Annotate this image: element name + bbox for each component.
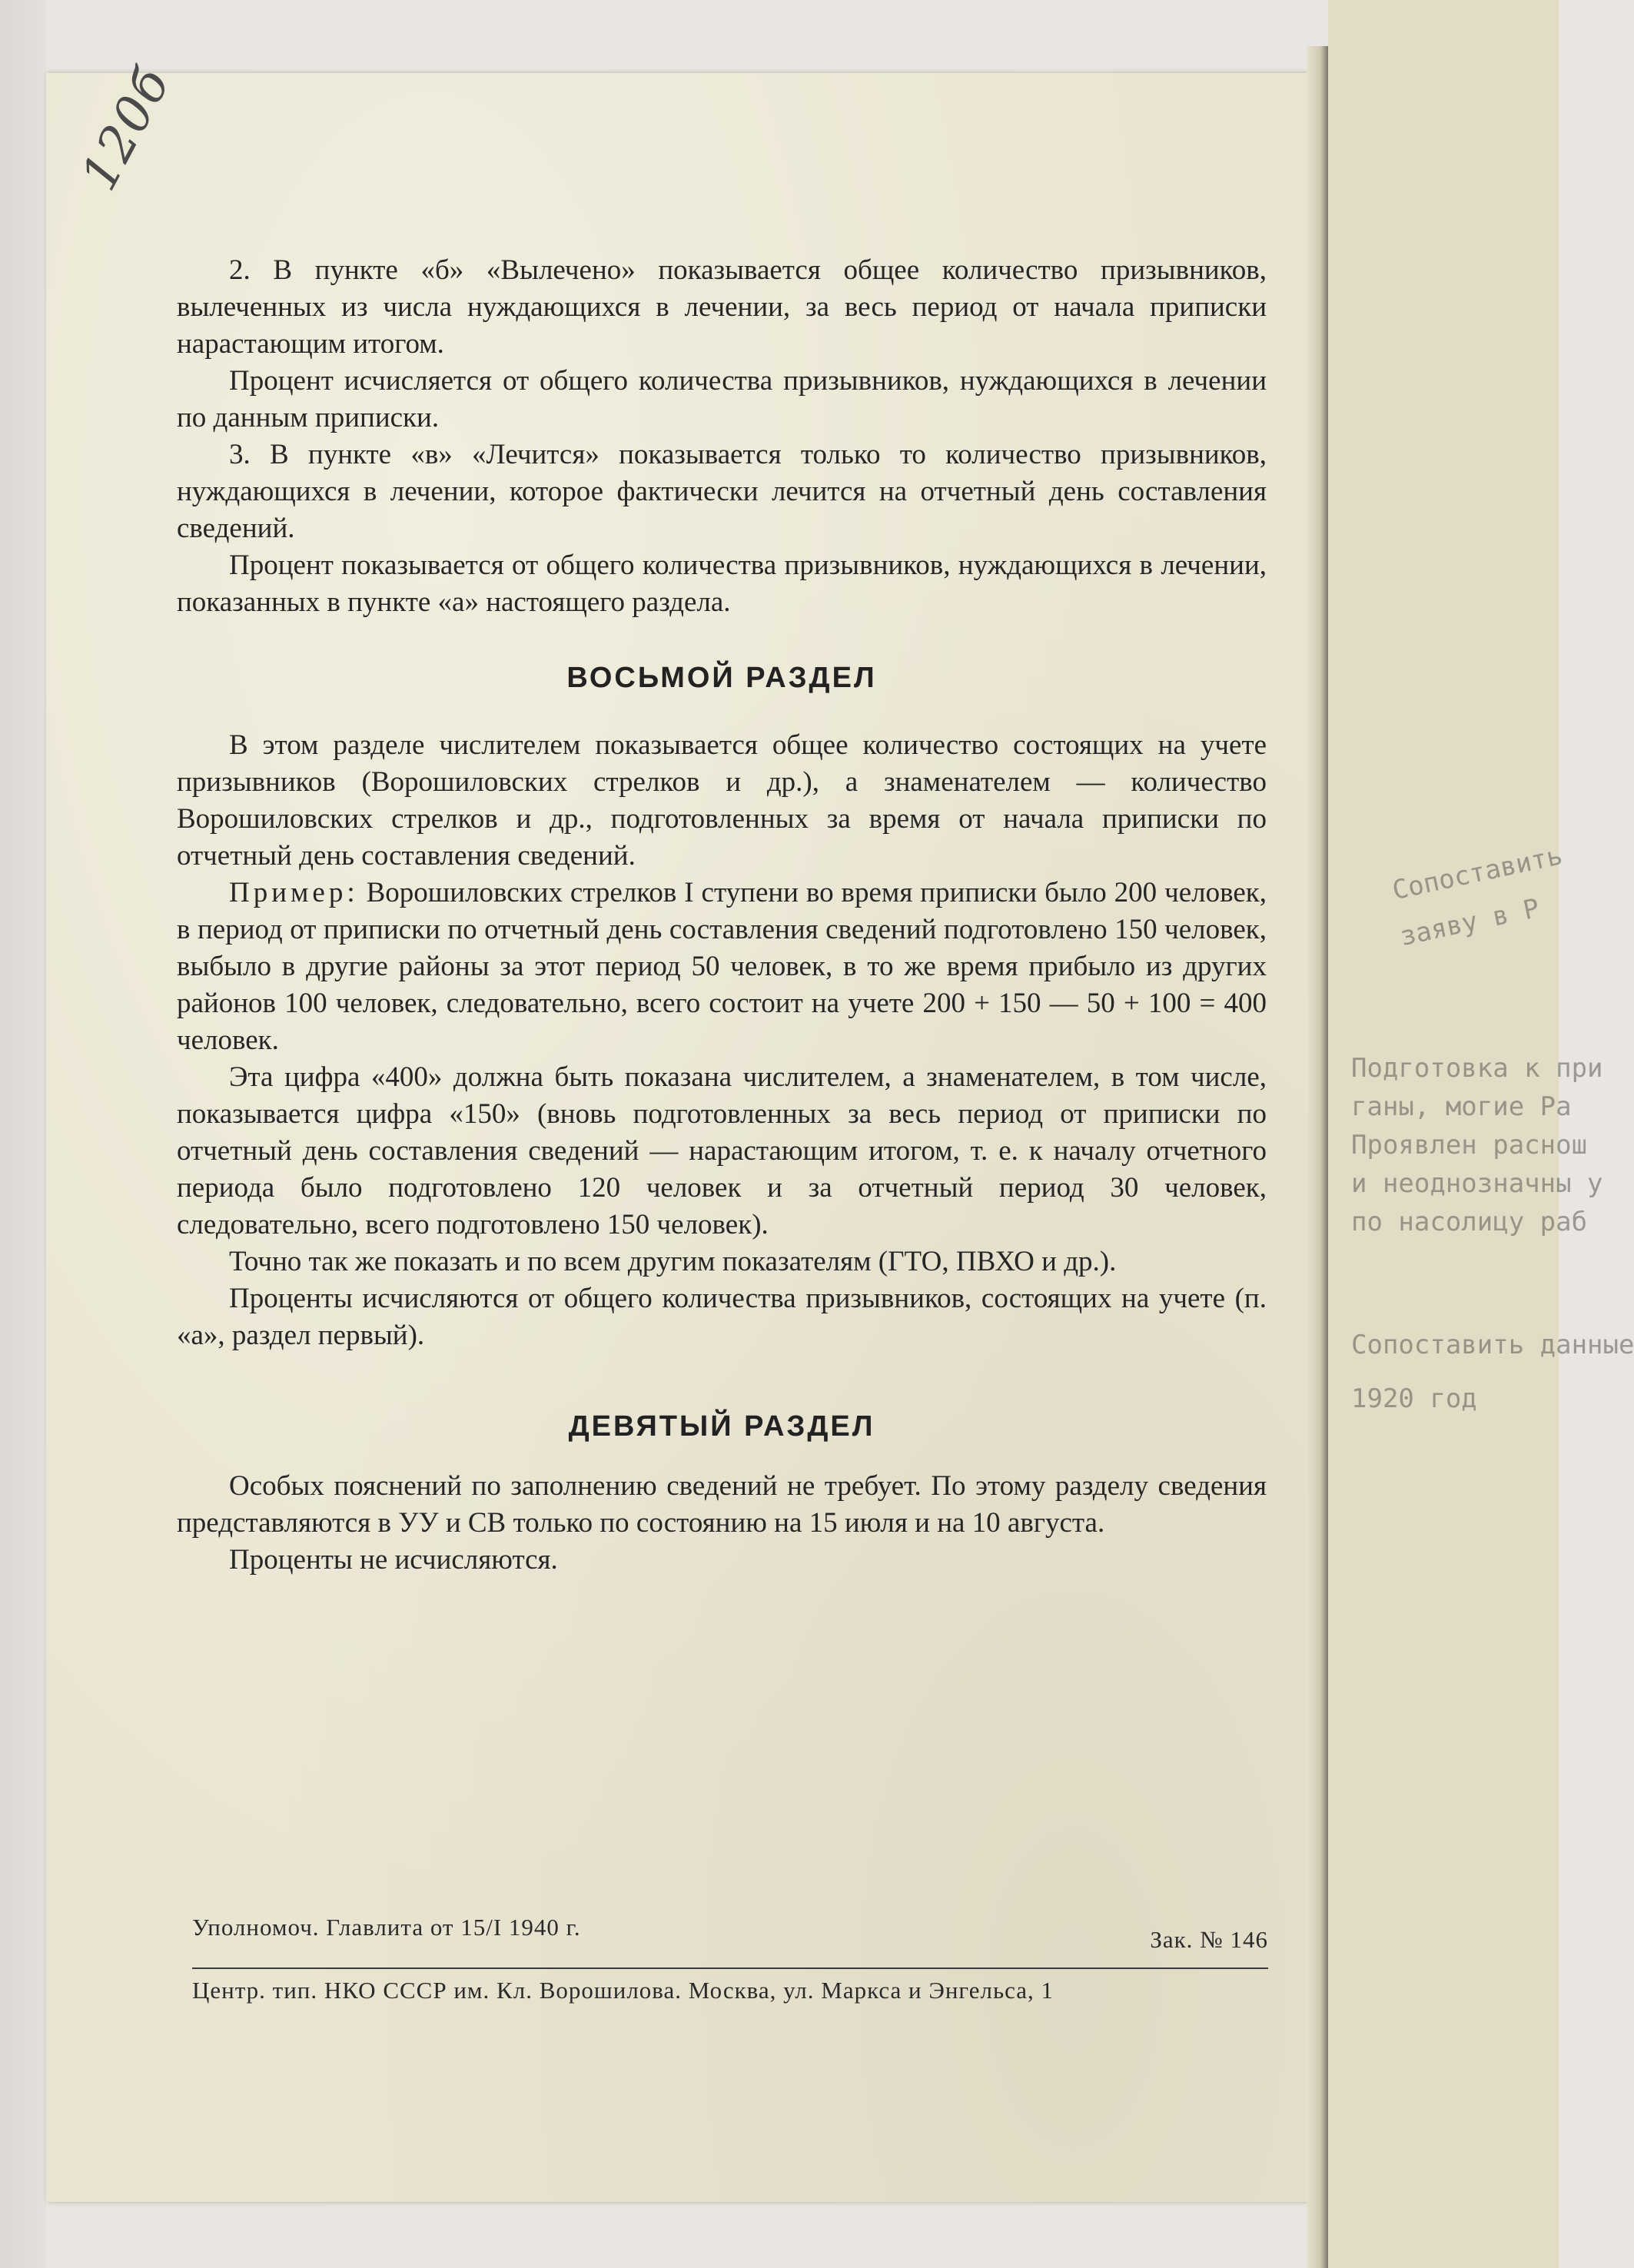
- example-label: Пример:: [229, 877, 359, 908]
- adjacent-line: Сопоставить данные: [1351, 1330, 1634, 1360]
- background-left: [0, 0, 46, 2268]
- paragraph-example: [177, 875, 1267, 1059]
- printer-imprint: Центр. тип. НКО СССР им. Кл. Ворошилова. Москва, ул. Маркса и Энгельса, 1: [192, 1977, 1054, 2004]
- paragraph: Процент исчисляется от общего количества призывников, нуждающихся в лечении по данным приписки.: [177, 365, 1267, 433]
- paragraph: Особых пояснений по заполнению сведений не требует. По этому разделу сведения представляются в УУ и СВ только по состоянию на 15 июля и на 10 августа.: [177, 1470, 1267, 1539]
- adjacent-line: и неоднозначны у: [1351, 1168, 1603, 1199]
- example-text: Ворошиловских стрелков I ступени во время приписки было 200 человек, в период от приписки по отчетный день составления сведений подготовлено 150 человек, выбыло в другие районы за этот период 50 человек, в то же время прибыло из других районов 100 человек, следовательно, всего состоит на учете 200 + 150 — 50 + 100 = 400 человек.: [177, 877, 1267, 1056]
- section-heading-ninth: ДЕВЯТЫЙ РАЗДЕЛ: [568, 1410, 875, 1443]
- section-heading-eighth: ВОСЬМОЙ РАЗДЕЛ: [566, 662, 877, 694]
- document-body: [177, 252, 1267, 1579]
- adjacent-line: ганы, могие Ра: [1351, 1091, 1572, 1122]
- paragraph: 3. В пункте «в» «Лечится» показывается только то количество призывников, нуждающихся в лечении, которое фактически лечится на отчетный день составления сведений.: [177, 439, 1267, 544]
- adjacent-line: 1920 год: [1351, 1383, 1477, 1414]
- handwritten-margin-note: 120б: [71, 58, 182, 200]
- paragraph: Точно так же показать и по всем другим показателям (ГТО, ПВХО и др.).: [229, 1246, 1117, 1277]
- paragraph: Проценты не исчисляются.: [229, 1544, 558, 1576]
- censor-line: Уполномоч. Главлита от 15/I 1940 г.: [192, 1914, 581, 1941]
- page-gutter-shadow: [1307, 46, 1330, 2268]
- paragraph: Проценты исчисляются от общего количества призывников, состоящих на учете (п. «а», раздел первый).: [177, 1283, 1267, 1351]
- adjacent-line: по насолицу раб: [1351, 1207, 1588, 1237]
- footer-rule: [192, 1967, 1268, 1969]
- paragraph: В этом разделе числителем показывается общее количество состоящих на учете призывников (Ворошиловских стрелков и др.), а знаменателем — количество Ворошиловских стрелков и др., подготовленных за время от начала приписки по отчетный день составления сведений.: [177, 729, 1267, 872]
- adjacent-line: Проявлен раснош: [1351, 1130, 1588, 1161]
- adjacent-line: Подготовка к при: [1351, 1053, 1603, 1084]
- paragraph: Эта цифра «400» должна быть показана числителем, а знаменателем, в том числе, показывается цифра «150» (вновь подготовленных за весь период от приписки по отчетный день составления сведений — нарастающим итогом, т. е. к началу отчетного периода было подготовлено 120 человек и за отчетный период 30 человек, следовательно, всего подготовлено 150 человек).: [177, 1061, 1267, 1240]
- adjacent-line: Сопоставить: [1390, 840, 1566, 907]
- adjacent-page: [1328, 0, 1634, 2268]
- order-number: Зак. № 146: [1150, 1926, 1268, 1953]
- censor-imprint: [192, 1914, 1268, 1953]
- paragraph: 2. В пункте «б» «Вылечено» показывается общее количество призывников, вылеченных из числа нуждающихся в лечении, за весь период от начала приписки нарастающим итогом.: [177, 254, 1267, 360]
- paragraph: Процент показывается от общего количества призывников, нуждающихся в лечении, показанных в пункте «а» настоящего раздела.: [177, 550, 1267, 618]
- adjacent-line: заяву в Р: [1397, 892, 1543, 953]
